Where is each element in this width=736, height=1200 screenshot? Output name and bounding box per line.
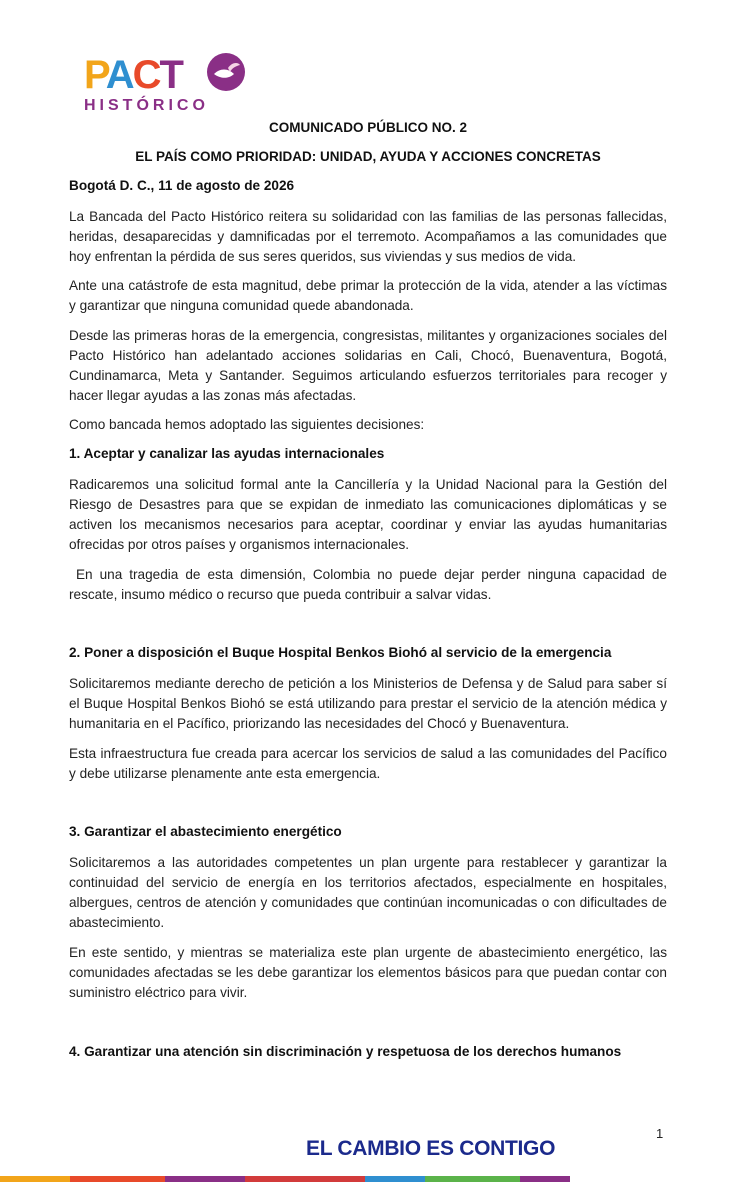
footer-bar-segment <box>425 1176 520 1182</box>
section-3-paragraph-2: En este sentido, y mientras se materializa este plan urgente de abastecimiento energético, las comunidades afectadas se les debe garantizar los elementos básicos para que puedan contar con suministro eléctrico para vivir. <box>69 945 667 1000</box>
svg-text:PACT: PACT <box>84 53 182 97</box>
dateline: Bogotá D. C., 11 de agosto de 2026 <box>69 178 295 193</box>
pacto-historico-logo <box>80 48 260 118</box>
section-3-paragraph-1: Solicitaremos a las autoridades competentes un plan urgente para restablecer y garantizar la continuidad del servicio de energía en los territorios afectados, especialmente en hospitales, albergues, centros de atención y comunidades que continúan incomunicadas o con dificultades de abastecimiento. <box>69 855 667 930</box>
footer-bar-segment <box>0 1176 70 1182</box>
section-heading-1: 1. Aceptar y canalizar las ayudas internacionales <box>69 446 385 461</box>
section-1-paragraph-2: En una tragedia de esta dimensión, Colombia no puede dejar perder ninguna capacidad de rescate, insumo médico o recurso que pueda contribuir a salvar vidas. <box>69 567 671 602</box>
intro-paragraph-2: Ante una catástrofe de esta magnitud, debe primar la protección de la vida, atender a las víctimas y garantizar que ninguna comunidad quede abandonada. <box>69 278 667 313</box>
intro-paragraph-3: Desde las primeras horas de la emergencia, congresistas, militantes y organizaciones sociales del Pacto Histórico han adelantado acciones solidarias en Cali, Chocó, Buenaventura, Bogotá, Cundinamarca, Meta y Santander. Seguimos articulando esfuerzos territoriales para recoger y hacer llegar ayudas a las zonas más afectadas. <box>69 328 667 403</box>
intro-paragraph-1: La Bancada del Pacto Histórico reitera su solidaridad con las familias de las personas fallecidas, heridas, desaparecidas y damnificadas por el terremoto. Acompañamos a las comunidades que hoy enfrentan la pérdida de sus seres queridos, sus viviendas y sus medios de vida. <box>69 209 667 264</box>
section-2-paragraph-1: Solicitaremos mediante derecho de petición a los Ministerios de Defensa y de Salud para saber sí el Buque Hospital Benkos Biohó se está utilizando para prestar el servicio de la atención médica y humanitaria en el Pacífico, priorizando las necesidades del Chocó y Buenaventura. <box>69 676 667 731</box>
footer-bar-segment <box>165 1176 245 1182</box>
footer-bar-segment <box>245 1176 365 1182</box>
section-2-paragraph-2: Esta infraestructura fue creada para acercar los servicios de salud a las comunidades del Pacífico y debe utilizarse plenamente ante esta emergencia. <box>69 746 667 781</box>
intro-paragraph-4: Como bancada hemos adoptado las siguientes decisiones: <box>69 417 425 432</box>
document-title: COMUNICADO PÚBLICO NO. 2 <box>268 120 467 135</box>
page-number: 1 <box>656 1126 664 1141</box>
section-heading-4: 4. Garantizar una atención sin discriminación y respetuosa de los derechos humanos <box>69 1044 622 1059</box>
section-1-paragraph-1: Radicaremos una solicitud formal ante la Cancillería y la Unidad Nacional para la Gestión del Riesgo de Desastres para que se expidan de inmediato las comunicaciones diplomáticas y se activen los mecanismos necesarios para aceptar, coordinar y enviar las ayudas humanitarias ofrecidas por otros países y organismos internacionales. <box>69 477 667 552</box>
footer-slogan: EL CAMBIO ES CONTIGO <box>306 1137 556 1160</box>
section-heading-2: 2. Poner a disposición el Buque Hospital Benkos Biohó al servicio de la emergencia <box>69 645 612 660</box>
footer-bar-segment <box>520 1176 570 1182</box>
logo-wordmark: HISTÓRICO <box>84 97 209 114</box>
footer-bar-segment <box>365 1176 425 1182</box>
document-subtitle: EL PAÍS COMO PRIORIDAD: UNIDAD, AYUDA Y ACCIONES CONCRETAS <box>135 149 601 164</box>
footer-bar-segment <box>70 1176 165 1182</box>
section-heading-3: 3. Garantizar el abastecimiento energético <box>69 824 342 839</box>
footer-color-bar <box>0 1176 570 1182</box>
